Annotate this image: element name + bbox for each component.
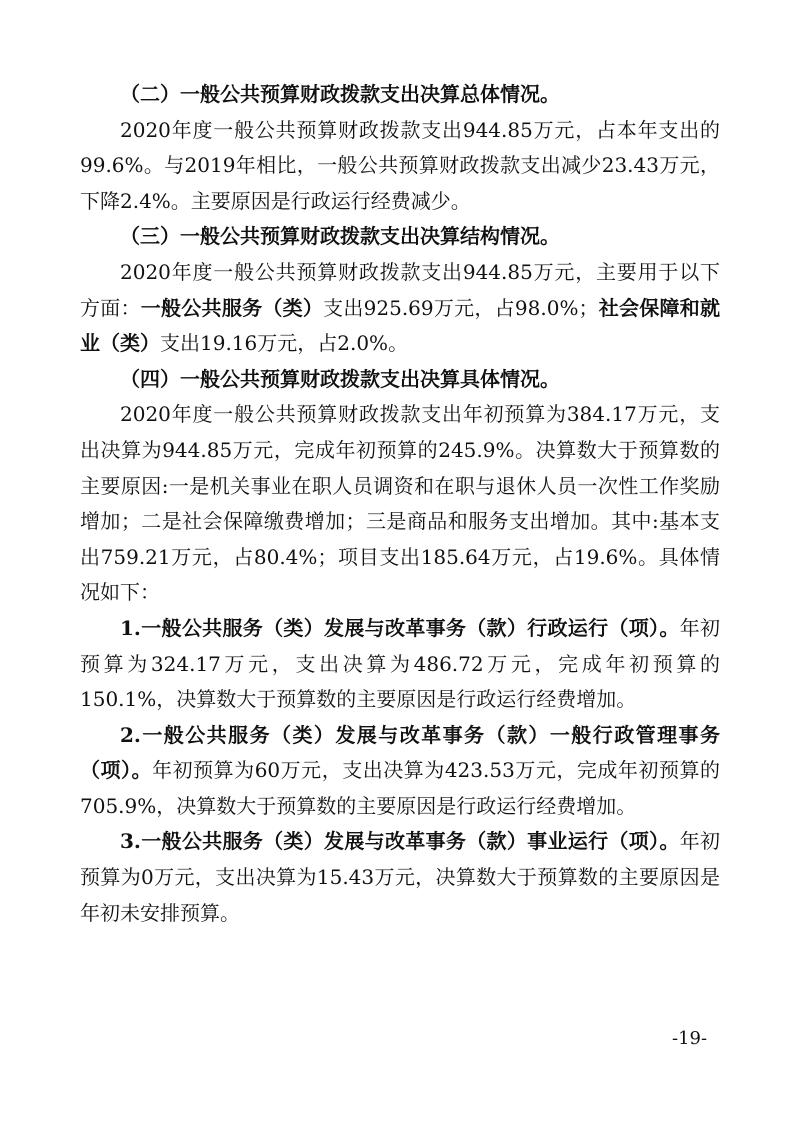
item-label: 3.一般公共服务（类）发展与改革事务（款）事业运行（项）。 — [120, 829, 680, 854]
section-2-paragraph: 2020年度一般公共预算财政拨款支出944.85万元，占本年支出的99.6%。与2019年相比，一般公共预算财政拨款支出减少23.43万元，下降2.4%。主要原因是行政运行经费减少。 — [80, 117, 720, 213]
item-text: 年初预算为60万元，支出决算为423.53万元，完成年初预算的705.9%，决算数大于预算数的主要原因是行政运行经费增加。 — [80, 758, 721, 818]
section-3-paragraph — [80, 255, 720, 362]
item-label: 2.一般公共服务（类）发展与改革事务（款）一般行政管理事务（项）。 — [80, 722, 720, 783]
category-text-general-public-services: 支出925.69万元，占98.0%； — [323, 295, 599, 320]
section-heading-3: （三）一般公共预算财政拨款支出决算结构情况。 — [120, 224, 560, 249]
item-label: 1.一般公共服务（类）发展与改革事务（款）行政运行（项）。 — [120, 615, 680, 640]
item-text: 年初预算为0万元，支出决算为15.43万元，决算数大于预算数的主要原因是年初未安排预算。 — [80, 829, 721, 925]
page-number: -19- — [672, 1028, 708, 1049]
item-paragraph-1 — [80, 611, 720, 718]
section-heading-4: （四）一般公共预算财政拨款支出决算具体情况。 — [120, 366, 560, 391]
item-text: 年初预算为324.17万元，支出决算为486.72万元，完成年初预算的150.1%，决算数大于预算数的主要原因是行政运行经费增加。 — [80, 615, 721, 712]
category-label-social-security: 社会保障和就业（类） — [80, 295, 721, 356]
category-label-general-public-services: 一般公共服务（类） — [140, 295, 324, 320]
section-3-intro: 2020年度一般公共预算财政拨款支出944.85万元，主要用于以下方面： — [80, 259, 720, 320]
section-heading-2: （二）一般公共预算财政拨款支出决算总体情况。 — [120, 82, 560, 106]
document-body — [80, 77, 720, 931]
section-4-paragraph: 2020年度一般公共预算财政拨款支出年初预算为384.17万元，支出决算为944.85万元，完成年初预算的245.9%。决算数大于预算数的主要原因:一是机关事业在职人员调资和在职与退休人员一次性工作奖励增加；二是社会保障缴费增加；三是商品和服务支出增加。其中:基本支出759.21万元，占80.4%；项目支出185.64万元，占19.6%。具体情况如下： — [80, 402, 720, 605]
item-paragraph-3 — [80, 824, 720, 931]
item-paragraph-2 — [80, 718, 720, 825]
category-text-social-security: 支出19.16万元，占2.0%。 — [160, 331, 409, 356]
